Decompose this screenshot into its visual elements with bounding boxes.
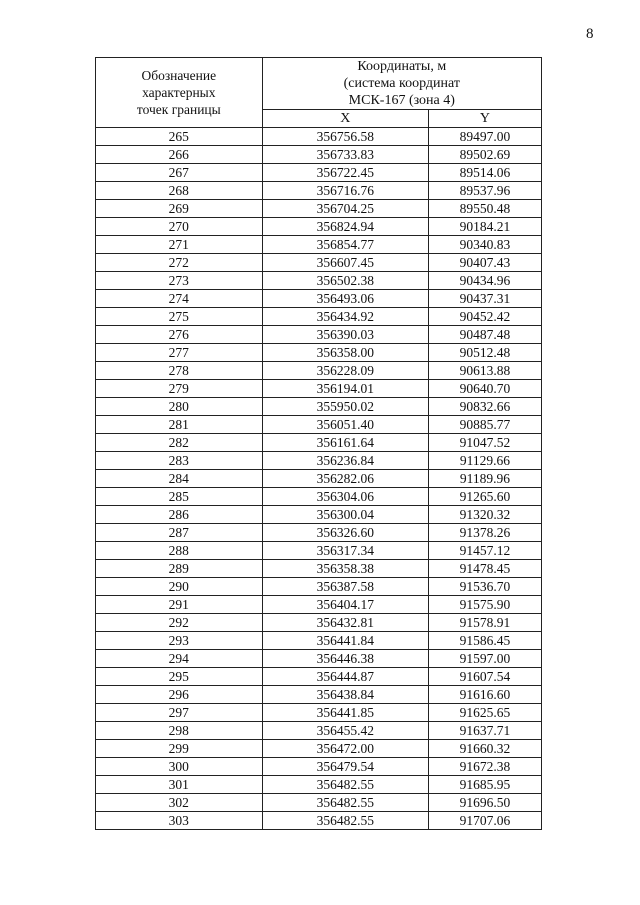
y-coordinate-cell: 91685.95 bbox=[428, 776, 541, 794]
x-coordinate-cell: 356479.54 bbox=[262, 758, 428, 776]
table-row bbox=[96, 704, 542, 722]
x-coordinate-cell: 356432.81 bbox=[262, 614, 428, 632]
point-id-cell: 271 bbox=[96, 236, 263, 254]
point-designation-header bbox=[96, 58, 263, 128]
table-row bbox=[96, 128, 542, 146]
x-coordinate-cell: 356502.38 bbox=[262, 272, 428, 290]
table-row bbox=[96, 722, 542, 740]
table-row bbox=[96, 380, 542, 398]
coordinates-table bbox=[95, 57, 542, 830]
table-row bbox=[96, 290, 542, 308]
point-id-cell: 299 bbox=[96, 740, 263, 758]
y-coordinate-cell: 90407.43 bbox=[428, 254, 541, 272]
x-coordinate-cell: 356358.00 bbox=[262, 344, 428, 362]
y-coordinate-cell: 91265.60 bbox=[428, 488, 541, 506]
point-id-cell: 285 bbox=[96, 488, 263, 506]
x-coordinate-cell: 356236.84 bbox=[262, 452, 428, 470]
x-coordinate-cell: 355950.02 bbox=[262, 398, 428, 416]
table-row bbox=[96, 254, 542, 272]
y-coordinate-cell: 91575.90 bbox=[428, 596, 541, 614]
table-row bbox=[96, 146, 542, 164]
y-coordinate-cell: 91129.66 bbox=[428, 452, 541, 470]
point-id-cell: 296 bbox=[96, 686, 263, 704]
table-header bbox=[96, 58, 542, 128]
x-coordinate-cell: 356194.01 bbox=[262, 380, 428, 398]
y-coordinate-cell: 90885.77 bbox=[428, 416, 541, 434]
x-coordinate-cell: 356444.87 bbox=[262, 668, 428, 686]
point-id-cell: 276 bbox=[96, 326, 263, 344]
y-coordinate-cell: 90640.70 bbox=[428, 380, 541, 398]
point-id-cell: 269 bbox=[96, 200, 263, 218]
y-coordinate-cell: 89502.69 bbox=[428, 146, 541, 164]
x-coordinate-cell: 356304.06 bbox=[262, 488, 428, 506]
y-coordinate-cell: 91189.96 bbox=[428, 470, 541, 488]
y-coordinate-cell: 91616.60 bbox=[428, 686, 541, 704]
table-row bbox=[96, 164, 542, 182]
y-coordinate-cell: 91637.71 bbox=[428, 722, 541, 740]
point-id-cell: 294 bbox=[96, 650, 263, 668]
x-coordinate-cell: 356854.77 bbox=[262, 236, 428, 254]
point-id-cell: 283 bbox=[96, 452, 263, 470]
table-row bbox=[96, 200, 542, 218]
x-coordinate-cell: 356607.45 bbox=[262, 254, 428, 272]
table-body bbox=[96, 128, 542, 830]
table-row bbox=[96, 614, 542, 632]
x-coordinate-cell: 356300.04 bbox=[262, 506, 428, 524]
table-row bbox=[96, 686, 542, 704]
y-coordinate-cell: 91707.06 bbox=[428, 812, 541, 830]
table-row bbox=[96, 236, 542, 254]
x-coordinate-cell: 356824.94 bbox=[262, 218, 428, 236]
table-row bbox=[96, 434, 542, 452]
y-coordinate-cell: 91536.70 bbox=[428, 578, 541, 596]
x-coordinate-cell: 356434.92 bbox=[262, 308, 428, 326]
x-coordinate-cell: 356161.64 bbox=[262, 434, 428, 452]
table-row bbox=[96, 758, 542, 776]
y-coordinate-cell: 90487.48 bbox=[428, 326, 541, 344]
table-row bbox=[96, 632, 542, 650]
x-coordinate-cell: 356482.55 bbox=[262, 776, 428, 794]
header-row-1 bbox=[96, 58, 542, 110]
x-coordinate-cell: 356722.45 bbox=[262, 164, 428, 182]
point-id-cell: 293 bbox=[96, 632, 263, 650]
x-coordinate-cell: 356441.85 bbox=[262, 704, 428, 722]
y-coordinate-cell: 89537.96 bbox=[428, 182, 541, 200]
point-id-cell: 273 bbox=[96, 272, 263, 290]
table-row bbox=[96, 344, 542, 362]
point-id-cell: 272 bbox=[96, 254, 263, 272]
point-id-cell: 295 bbox=[96, 668, 263, 686]
x-coordinate-cell: 356733.83 bbox=[262, 146, 428, 164]
table-row bbox=[96, 506, 542, 524]
y-coordinate-cell: 91607.54 bbox=[428, 668, 541, 686]
point-id-cell: 286 bbox=[96, 506, 263, 524]
point-id-cell: 266 bbox=[96, 146, 263, 164]
y-coordinate-cell: 91578.91 bbox=[428, 614, 541, 632]
y-coordinate-cell: 91320.32 bbox=[428, 506, 541, 524]
y-coordinate-cell: 91586.45 bbox=[428, 632, 541, 650]
point-id-cell: 290 bbox=[96, 578, 263, 596]
x-coordinate-cell: 356446.38 bbox=[262, 650, 428, 668]
table-row bbox=[96, 596, 542, 614]
point-header-line: Обозначение bbox=[141, 68, 217, 83]
table-row bbox=[96, 668, 542, 686]
point-id-cell: 268 bbox=[96, 182, 263, 200]
y-coordinate-cell: 91378.26 bbox=[428, 524, 541, 542]
x-coordinate-cell: 356387.58 bbox=[262, 578, 428, 596]
x-coordinate-cell: 356493.06 bbox=[262, 290, 428, 308]
y-coordinate-cell: 90340.83 bbox=[428, 236, 541, 254]
table-row bbox=[96, 182, 542, 200]
y-coordinate-cell: 91457.12 bbox=[428, 542, 541, 560]
x-coordinate-cell: 356051.40 bbox=[262, 416, 428, 434]
table-row bbox=[96, 524, 542, 542]
y-coordinate-cell: 90613.88 bbox=[428, 362, 541, 380]
table-row bbox=[96, 470, 542, 488]
table-row bbox=[96, 776, 542, 794]
point-id-cell: 287 bbox=[96, 524, 263, 542]
x-coordinate-cell: 356358.38 bbox=[262, 560, 428, 578]
point-id-cell: 282 bbox=[96, 434, 263, 452]
point-id-cell: 284 bbox=[96, 470, 263, 488]
x-coordinate-cell: 356228.09 bbox=[262, 362, 428, 380]
y-coordinate-cell: 89550.48 bbox=[428, 200, 541, 218]
point-header-line: характерных bbox=[142, 85, 216, 100]
table-row bbox=[96, 578, 542, 596]
coord-header-line: (система координат bbox=[343, 76, 460, 91]
x-coordinate-cell: 356441.84 bbox=[262, 632, 428, 650]
point-id-cell: 281 bbox=[96, 416, 263, 434]
y-coordinate-cell: 91696.50 bbox=[428, 794, 541, 812]
table-row bbox=[96, 362, 542, 380]
point-id-cell: 301 bbox=[96, 776, 263, 794]
table-row bbox=[96, 488, 542, 506]
point-id-cell: 288 bbox=[96, 542, 263, 560]
y-coordinate-cell: 90437.31 bbox=[428, 290, 541, 308]
x-coordinate-cell: 356390.03 bbox=[262, 326, 428, 344]
table-row bbox=[96, 308, 542, 326]
table-row bbox=[96, 812, 542, 830]
point-id-cell: 297 bbox=[96, 704, 263, 722]
x-column-header: X bbox=[262, 110, 428, 128]
y-coordinate-cell: 91672.38 bbox=[428, 758, 541, 776]
point-id-cell: 274 bbox=[96, 290, 263, 308]
point-id-cell: 267 bbox=[96, 164, 263, 182]
point-id-cell: 275 bbox=[96, 308, 263, 326]
y-coordinate-cell: 90452.42 bbox=[428, 308, 541, 326]
y-coordinate-cell: 91660.32 bbox=[428, 740, 541, 758]
y-coordinate-cell: 91478.45 bbox=[428, 560, 541, 578]
y-coordinate-cell: 89514.06 bbox=[428, 164, 541, 182]
table-row bbox=[96, 740, 542, 758]
point-id-cell: 289 bbox=[96, 560, 263, 578]
table-row bbox=[96, 542, 542, 560]
point-id-cell: 277 bbox=[96, 344, 263, 362]
y-coordinate-cell: 91597.00 bbox=[428, 650, 541, 668]
y-coordinate-cell: 89497.00 bbox=[428, 128, 541, 146]
y-coordinate-cell: 90832.66 bbox=[428, 398, 541, 416]
coord-header-line: МСК-167 (зона 4) bbox=[348, 93, 455, 108]
table-row bbox=[96, 272, 542, 290]
point-id-cell: 265 bbox=[96, 128, 263, 146]
point-id-cell: 270 bbox=[96, 218, 263, 236]
y-coordinate-cell: 90184.21 bbox=[428, 218, 541, 236]
x-coordinate-cell: 356482.55 bbox=[262, 812, 428, 830]
y-coordinate-cell: 90512.48 bbox=[428, 344, 541, 362]
point-id-cell: 280 bbox=[96, 398, 263, 416]
point-id-cell: 291 bbox=[96, 596, 263, 614]
x-coordinate-cell: 356455.42 bbox=[262, 722, 428, 740]
table-row bbox=[96, 398, 542, 416]
point-id-cell: 303 bbox=[96, 812, 263, 830]
point-id-cell: 300 bbox=[96, 758, 263, 776]
table-row bbox=[96, 650, 542, 668]
coord-header-line: Координаты, м bbox=[357, 59, 447, 74]
point-id-cell: 298 bbox=[96, 722, 263, 740]
x-coordinate-cell: 356482.55 bbox=[262, 794, 428, 812]
table-row bbox=[96, 794, 542, 812]
x-coordinate-cell: 356438.84 bbox=[262, 686, 428, 704]
y-column-header: Y bbox=[428, 110, 541, 128]
point-id-cell: 278 bbox=[96, 362, 263, 380]
table-row bbox=[96, 452, 542, 470]
x-coordinate-cell: 356472.00 bbox=[262, 740, 428, 758]
y-coordinate-cell: 91625.65 bbox=[428, 704, 541, 722]
table-row bbox=[96, 560, 542, 578]
table-row bbox=[96, 326, 542, 344]
y-coordinate-cell: 90434.96 bbox=[428, 272, 541, 290]
x-coordinate-cell: 356704.25 bbox=[262, 200, 428, 218]
x-coordinate-cell: 356756.58 bbox=[262, 128, 428, 146]
page-number: 8 bbox=[586, 26, 594, 42]
x-coordinate-cell: 356317.34 bbox=[262, 542, 428, 560]
x-coordinate-cell: 356282.06 bbox=[262, 470, 428, 488]
point-id-cell: 292 bbox=[96, 614, 263, 632]
point-id-cell: 279 bbox=[96, 380, 263, 398]
point-header-line: точек границы bbox=[136, 102, 221, 117]
table-row bbox=[96, 218, 542, 236]
y-coordinate-cell: 91047.52 bbox=[428, 434, 541, 452]
x-coordinate-cell: 356326.60 bbox=[262, 524, 428, 542]
table-row bbox=[96, 416, 542, 434]
x-coordinate-cell: 356404.17 bbox=[262, 596, 428, 614]
point-id-cell: 302 bbox=[96, 794, 263, 812]
coordinates-header bbox=[262, 58, 541, 110]
x-coordinate-cell: 356716.76 bbox=[262, 182, 428, 200]
